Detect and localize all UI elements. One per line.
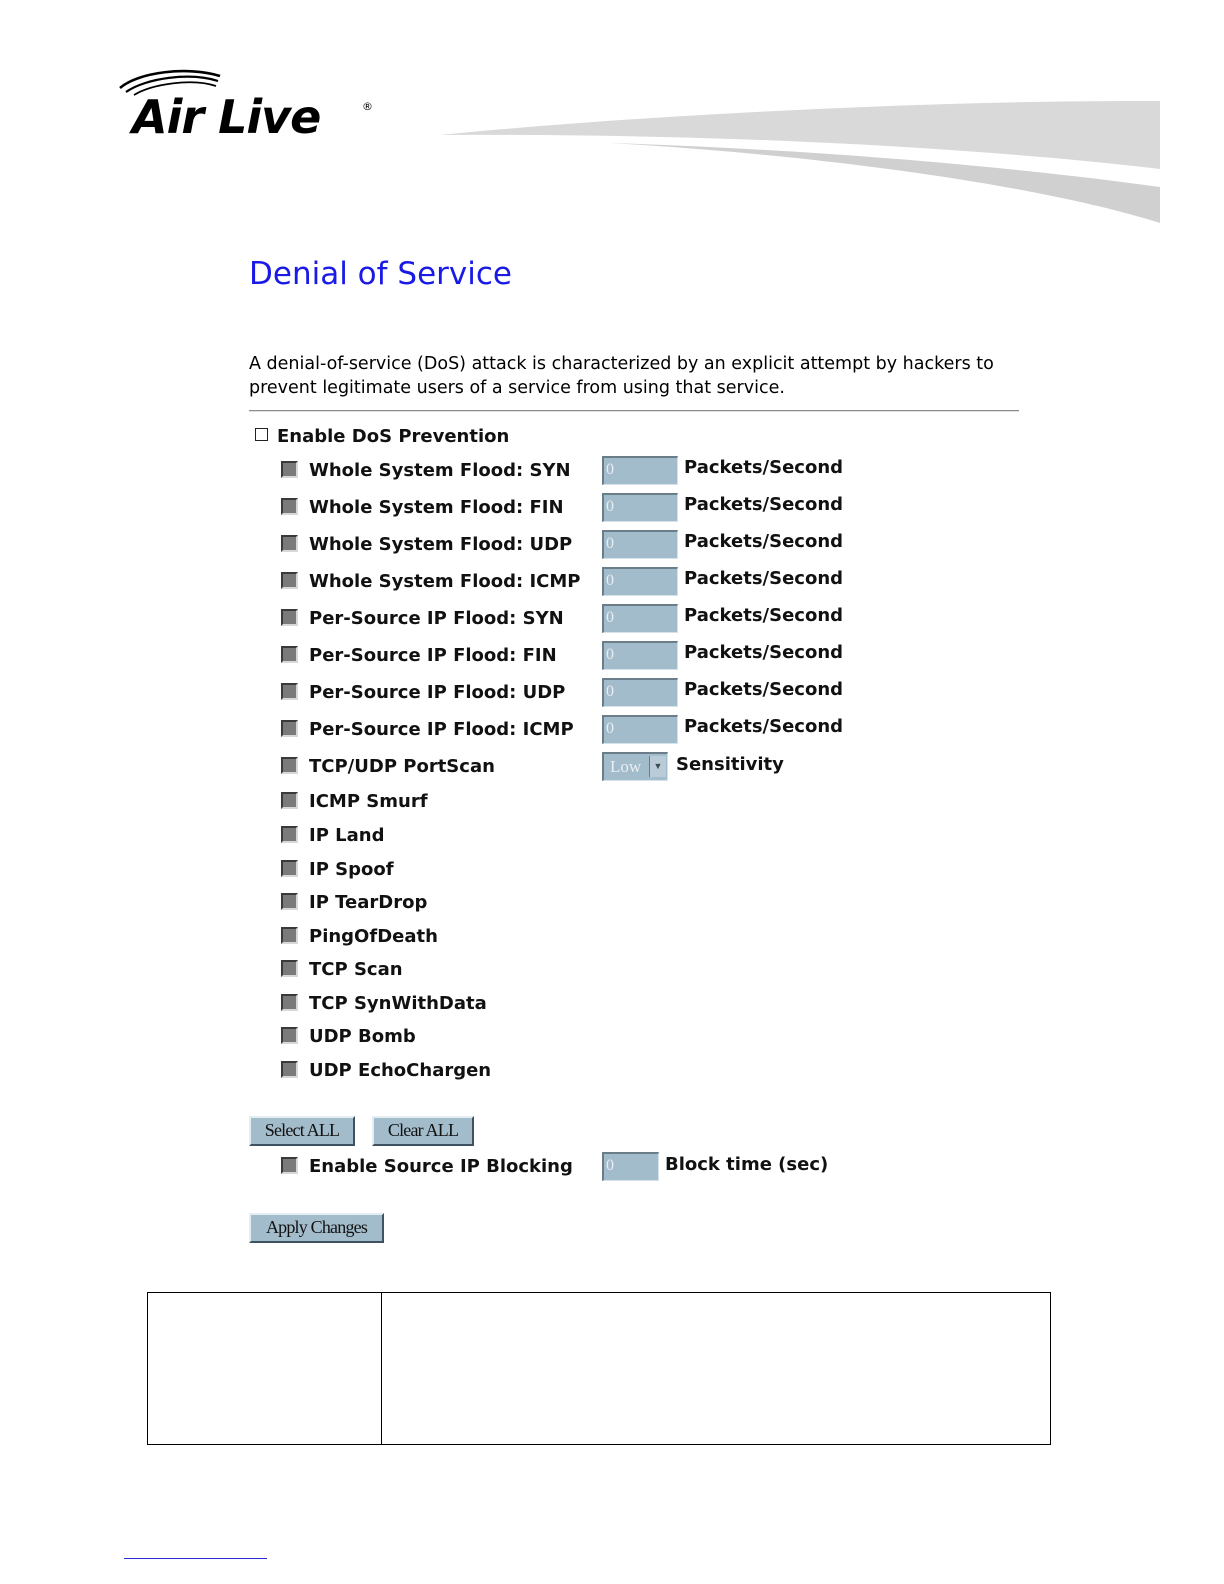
per-source-fin-checkbox[interactable] [281,646,298,663]
page-title: Denial of Service [249,256,512,292]
flood-unit-label: Packets/Second [684,716,844,737]
per-source-syn-checkbox[interactable] [281,609,298,626]
attack-row-label: UDP EchoChargen [309,1060,492,1081]
flood-syn-checkbox[interactable] [281,461,298,478]
tcp-synwithdata-checkbox[interactable] [281,994,298,1011]
flood-udp-checkbox[interactable] [281,535,298,552]
flood-unit-label: Packets/Second [684,457,844,478]
flood-rate-input[interactable]: 0 [602,456,678,485]
attack-row-label: ICMP Smurf [309,791,428,812]
apply-changes-button[interactable]: Apply Changes [249,1213,384,1243]
ip-land-checkbox[interactable] [281,826,298,843]
attack-row-label: TCP Scan [309,959,403,980]
flood-unit-label: Packets/Second [684,605,844,626]
source-ip-blocking-label: Enable Source IP Blocking [309,1156,573,1177]
page-description: A denial-of-service (DoS) attack is characterized by an explicit attempt by hackers to prevent legitimate users of a service from using that service. [249,354,994,398]
source-ip-blocking-checkbox[interactable] [281,1157,298,1174]
flood-row-label: Whole System Flood: UDP [309,534,573,555]
ip-teardrop-checkbox[interactable] [281,893,298,910]
header-swoosh-graphic [440,95,1160,230]
select-all-button[interactable]: Select ALL [249,1116,355,1146]
attack-row-label: PingOfDeath [309,926,438,947]
per-source-icmp-checkbox[interactable] [281,720,298,737]
description-table [147,1292,1051,1445]
flood-rate-input[interactable]: 0 [602,567,678,596]
per-source-udp-checkbox[interactable] [281,683,298,700]
attack-row-label: TCP SynWithData [309,993,487,1014]
attack-row-label: IP Land [309,825,385,846]
flood-row-label: Per-Source IP Flood: FIN [309,645,557,666]
enable-dos-checkbox[interactable] [255,428,268,441]
sensitivity-label: Sensitivity [676,754,784,775]
footer-link-underline [124,1558,267,1559]
flood-rate-input[interactable]: 0 [602,678,678,707]
flood-rate-input[interactable]: 0 [602,715,678,744]
pingofdeath-checkbox[interactable] [281,927,298,944]
logo-wordmark: Air Live [132,90,321,144]
registered-mark: ® [362,100,373,113]
portscan-checkbox[interactable] [281,757,298,774]
attack-row-label: UDP Bomb [309,1026,416,1047]
portscan-label: TCP/UDP PortScan [309,756,495,777]
clear-all-button[interactable]: Clear ALL [372,1116,474,1146]
icmp-smurf-checkbox[interactable] [281,792,298,809]
flood-rate-input[interactable]: 0 [602,604,678,633]
flood-row-label: Whole System Flood: ICMP [309,571,581,592]
enable-dos-label: Enable DoS Prevention [277,426,510,447]
sensitivity-value: Low [610,757,642,776]
flood-row-label: Whole System Flood: SYN [309,460,571,481]
attack-row-label: IP Spoof [309,859,394,880]
flood-unit-label: Packets/Second [684,679,844,700]
ip-spoof-checkbox[interactable] [281,860,298,877]
block-time-label: Block time (sec) [665,1154,829,1175]
divider [249,410,1019,412]
flood-icmp-checkbox[interactable] [281,572,298,589]
airlive-logo [118,68,378,148]
block-time-input[interactable]: 0 [602,1152,659,1181]
flood-row-label: Per-Source IP Flood: ICMP [309,719,574,740]
sensitivity-select[interactable] [602,752,668,781]
flood-row-label: Per-Source IP Flood: SYN [309,608,564,629]
table-column-divider [381,1293,382,1444]
flood-unit-label: Packets/Second [684,531,844,552]
chevron-down-icon[interactable]: ▼ [649,756,666,777]
attack-row-label: IP TearDrop [309,892,428,913]
flood-row-label: Whole System Flood: FIN [309,497,564,518]
flood-fin-checkbox[interactable] [281,498,298,515]
flood-unit-label: Packets/Second [684,642,844,663]
flood-row-label: Per-Source IP Flood: UDP [309,682,566,703]
tcp-scan-checkbox[interactable] [281,960,298,977]
udp-echochargen-checkbox[interactable] [281,1061,298,1078]
flood-rate-input[interactable]: 0 [602,493,678,522]
udp-bomb-checkbox[interactable] [281,1027,298,1044]
flood-unit-label: Packets/Second [684,568,844,589]
flood-unit-label: Packets/Second [684,494,844,515]
flood-rate-input[interactable]: 0 [602,530,678,559]
flood-rate-input[interactable]: 0 [602,641,678,670]
